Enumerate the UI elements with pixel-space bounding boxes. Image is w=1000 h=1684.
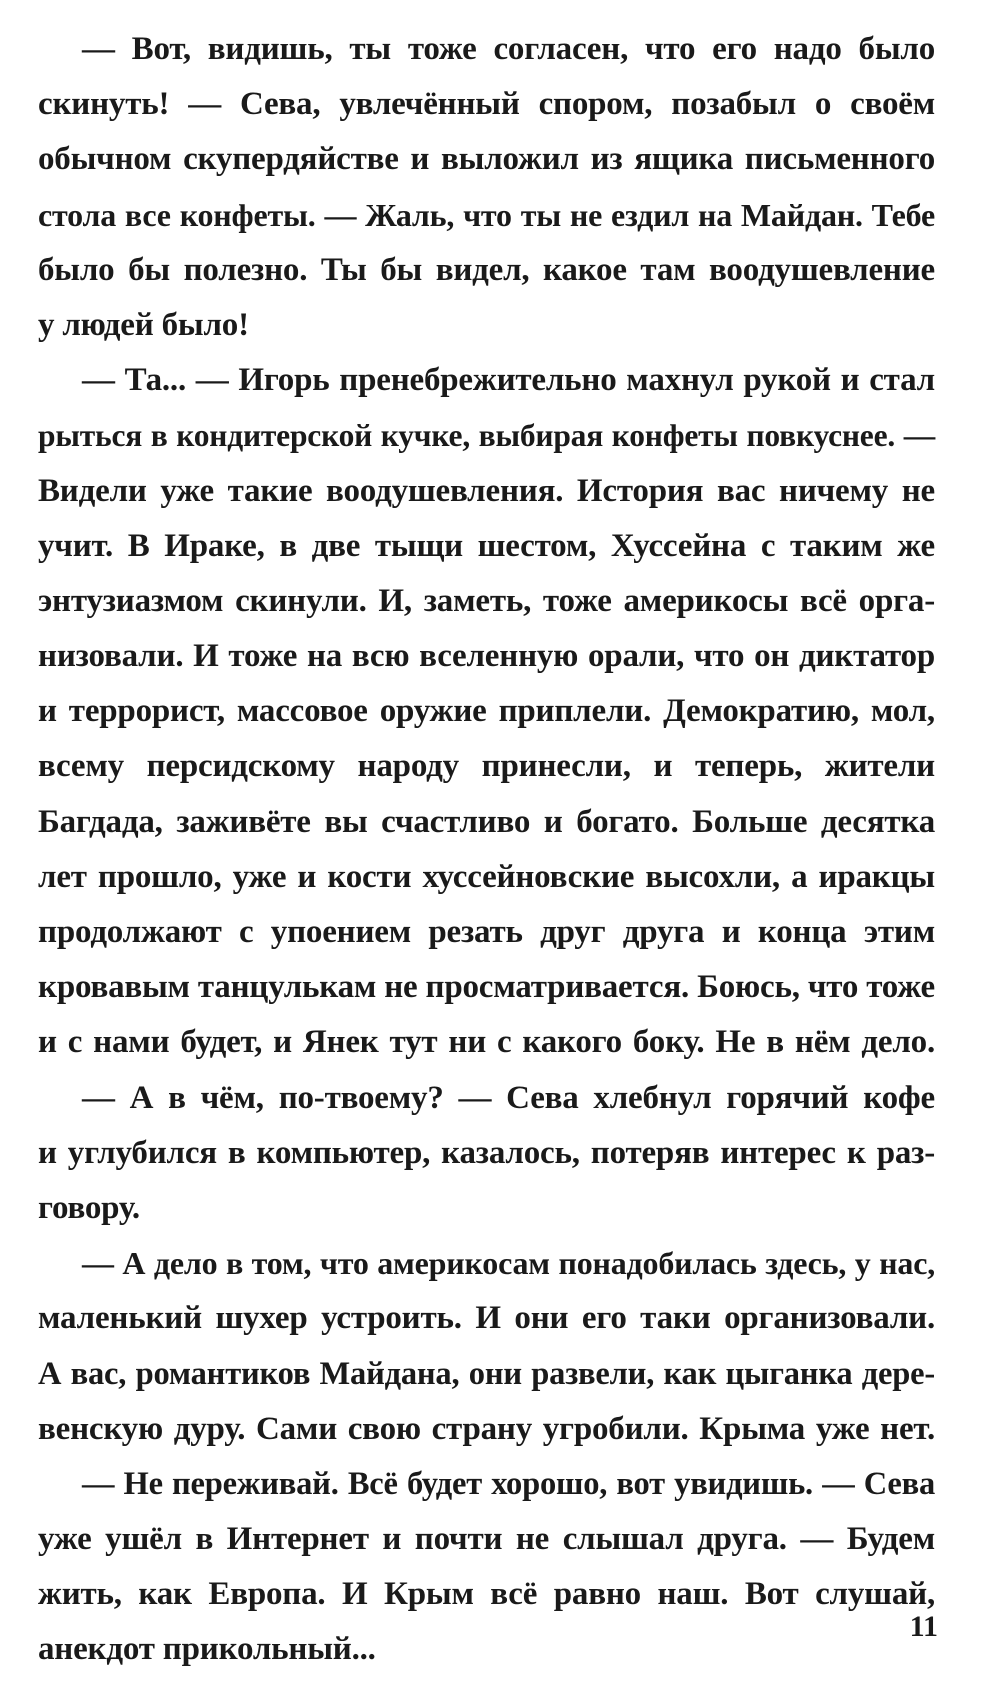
text-line: скинуть! — Сева, увлечённый спором, позабыл о своём [38,86,935,123]
text-line: кровавым танцулькам не просматривается. Боюсь, что тоже [38,969,935,1006]
text-line: — Та... — Игорь пренебрежительно махнул рукой и стал [82,362,935,399]
text-line: низовали. И тоже на всю вселенную орали, что он диктатор [38,638,935,675]
text-line: жить, как Европа. И Крым всё равно наш. Вот слушай, [38,1576,935,1613]
page-number: 11 [909,1610,938,1643]
text-line: маленький шухер устроить. И они его таки организовали. [38,1300,935,1337]
text-line: у людей было! [38,306,249,343]
text-line: венскую дуру. Сами свою страну угробили. Крыма уже нет. [38,1410,935,1447]
text-line: — Вот, видишь, ты тоже согласен, что его надо было [82,31,935,67]
text-line: рыться в кондитерской кучке, выбирая конфеты повкуснее. — [38,418,935,454]
text-line: всему персидскому народу принесли, и теперь, жители [38,748,935,785]
text-line: Видели уже такие воодушевления. История вас ничему не [38,472,935,509]
text-line: говору. [38,1189,140,1226]
text-line: продолжают с упоением резать друг друга и конца этим [38,914,935,950]
text-line: — Не переживай. Всё будет хорошо, вот увидишь. — Сева [82,1465,935,1502]
text-line: анекдот прикольный... [38,1631,376,1668]
text-line: лет прошло, уже и кости хуссейновские высохли, а иракцы [38,858,935,895]
text-line: учит. В Ираке, в две тыщи шестом, Хуссейна с таким же [38,527,935,564]
text-line: энтузиазмом скинули. И, заметь, тоже америкосы всё орга- [38,582,935,619]
text-line: стола все конфеты. — Жаль, что ты не ездил на Майдан. Тебе [38,196,935,233]
text-line: и с нами будет, и Янек тут ни с какого боку. Не в нём дело. [38,1024,935,1061]
text-line: — А дело в том, что америкосам понадобилась здесь, у нас, [82,1245,935,1282]
body-text [38,22,935,1678]
text-line: Багдада, заживёте вы счастливо и богато. Больше десятка [38,803,935,840]
text-line: и углубился в компьютер, казалось, потеряв интерес к раз- [38,1134,935,1171]
text-line: и террорист, массовое оружие приплели. Демократию, мол, [38,693,935,730]
text-line: было бы полезно. Ты бы видел, какое там воодушевление [38,251,935,288]
text-line: — А в чём, по-твоему? — Сева хлебнул горячий кофе [82,1079,935,1116]
text-line: А вас, романтиков Майдана, они развели, как цыганка дере- [38,1355,935,1392]
text-line: уже ушёл в Интернет и почти не слышал друга. — Будем [38,1521,935,1558]
text-line: обычном скупердяйстве и выложил из ящика письменного [38,141,935,178]
